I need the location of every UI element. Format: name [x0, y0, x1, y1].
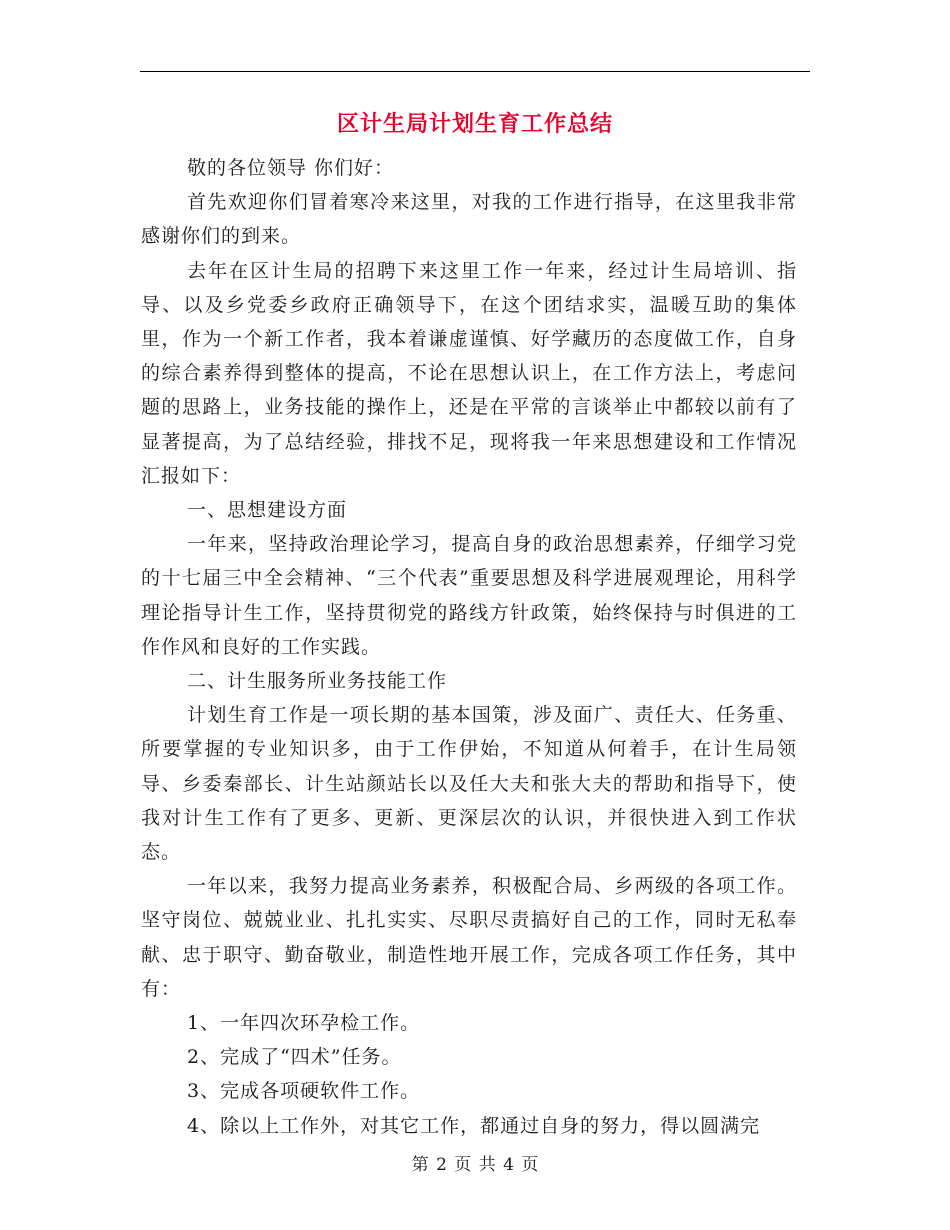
list-item-3: 3、完成各项硬软件工作。	[187, 1080, 421, 1103]
paragraph-ideology: 一年来，坚持政治理论学习，提高自身的政治思想素养，仔细学习党的十七届三中全会精神、“三个代表”重要思想及科学进展观理论，用科学理论指导计生工作，坚持贯彻党的路线方针政策，始终保持与时俱进的工作作风和良好的工作实践。	[141, 533, 797, 658]
section-heading-ideology: 一、思想建设方面	[187, 499, 348, 522]
paragraph-welcome: 首先欢迎你们冒着寒冷来这里，对我的工作进行指导，在这里我非常感谢你们的到来。	[141, 191, 797, 248]
header-rule	[140, 71, 810, 72]
section-heading-skills: 二、计生服务所业务技能工作	[187, 670, 448, 693]
document-title: 区计生局计划生育工作总结	[336, 112, 613, 137]
page-number-footer: 第 2 页 共 4 页	[411, 1155, 539, 1175]
paragraph-skills: 计划生育工作是一项长期的基本国策，涉及面广、责任大、任务重、所要掌握的专业知识多，由于工作伊始，不知道从何着手，在计生局领导、乡委秦部长、计生站颜站长以及任大夫和张大夫的帮助和指导下，使我对计生工作有了更多、更新、更深层次的认识，并很快进入到工作状态。	[141, 704, 797, 864]
paragraph-year-work: 一年以来，我努力提高业务素养，积极配合局、乡两级的各项工作。坚守岗位、兢兢业业、扎扎实实、尽职尽责搞好自己的工作，同时无私奉献、忠于职守、勤奋敬业，制造性地开展工作，完成各项工作任务，其中有：	[141, 875, 797, 1000]
paragraph-greeting: 敬的各位领导 你们好：	[187, 157, 395, 179]
paragraph-intro: 去年在区计生局的招聘下来这里工作一年来，经过计生局培训、指导、以及乡党委乡政府正确领导下，在这个团结求实，温暖互助的集体里，作为一个新工作者，我本着谦虚谨慎、好学藏历的态度做工作，自身的综合素养得到整体的提高，不论在思想认识上，在工作方法上，考虑问题的思路上，业务技能的操作上，还是在平常的言谈举止中都较以前有了显著提高，为了总结经验，排找不足，现将我一年来思想建设和工作情况汇报如下：	[141, 259, 797, 487]
list-item-1: 1、一年四次环孕检工作。	[187, 1012, 421, 1035]
list-item-4: 4、除以上工作外，对其它工作，都通过自身的努力，得以圆满完	[187, 1114, 761, 1137]
document-body	[141, 151, 797, 1143]
list-item-2: 2、完成了“四术”任务。	[187, 1046, 402, 1069]
